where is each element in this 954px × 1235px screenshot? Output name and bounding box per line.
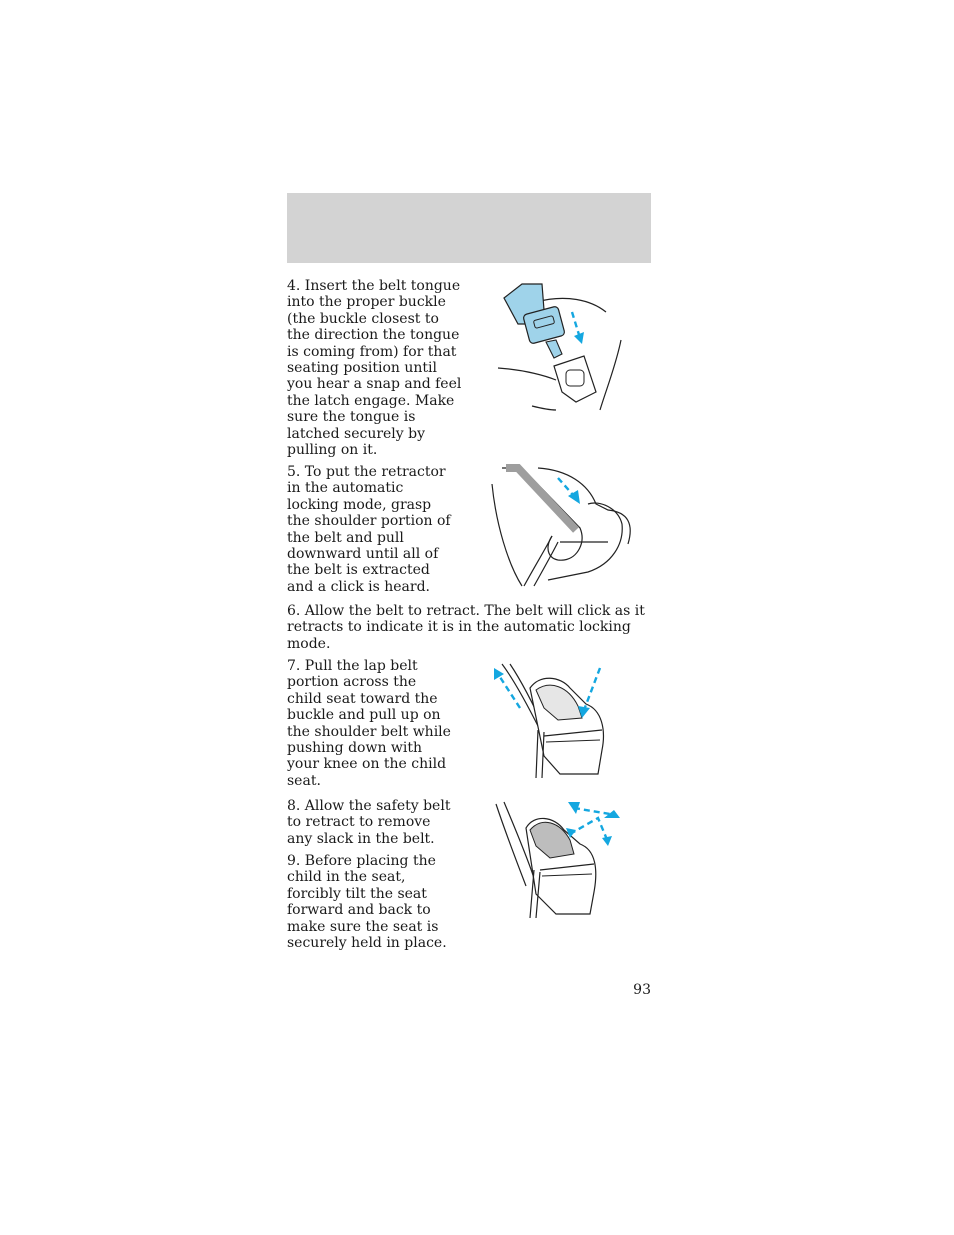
step-4-text: 4. Insert the belt tongue into the proper buckle (the buckle closest to the direction the tongue is coming from) for that seating position until you hear a snap and feel the latch engage. Make sure the tongue is latched securely by pulling on it. xyxy=(287,278,462,459)
step-7-text: 7. Pull the lap belt portion across the child seat toward the buckle and pull up on the shoulder belt while pushing down with your knee on the child seat. xyxy=(287,658,451,789)
buckle-illustration xyxy=(496,280,636,420)
step-5-text: 5. To put the retractor in the automatic locking mode, grasp the shoulder portion of the belt and pull downward until all of the belt is extracted and a click is heard. xyxy=(287,464,451,595)
page-number: 93 xyxy=(633,982,651,998)
tilt-seat-illustration xyxy=(490,798,622,922)
retractor-illustration xyxy=(488,464,634,590)
step-6-text: 6. Allow the belt to retract. The belt will click as it retracts to indicate it is in the automatic locking mode. xyxy=(287,603,645,652)
step-9-text: 9. Before placing the child in the seat, forcibly tilt the seat forward and back to make sure the seat is securely held in place. xyxy=(287,853,447,952)
section-header-band xyxy=(287,193,651,263)
step-8-text: 8. Allow the safety belt to retract to remove any slack in the belt. xyxy=(287,798,451,847)
lap-belt-illustration xyxy=(490,660,610,784)
